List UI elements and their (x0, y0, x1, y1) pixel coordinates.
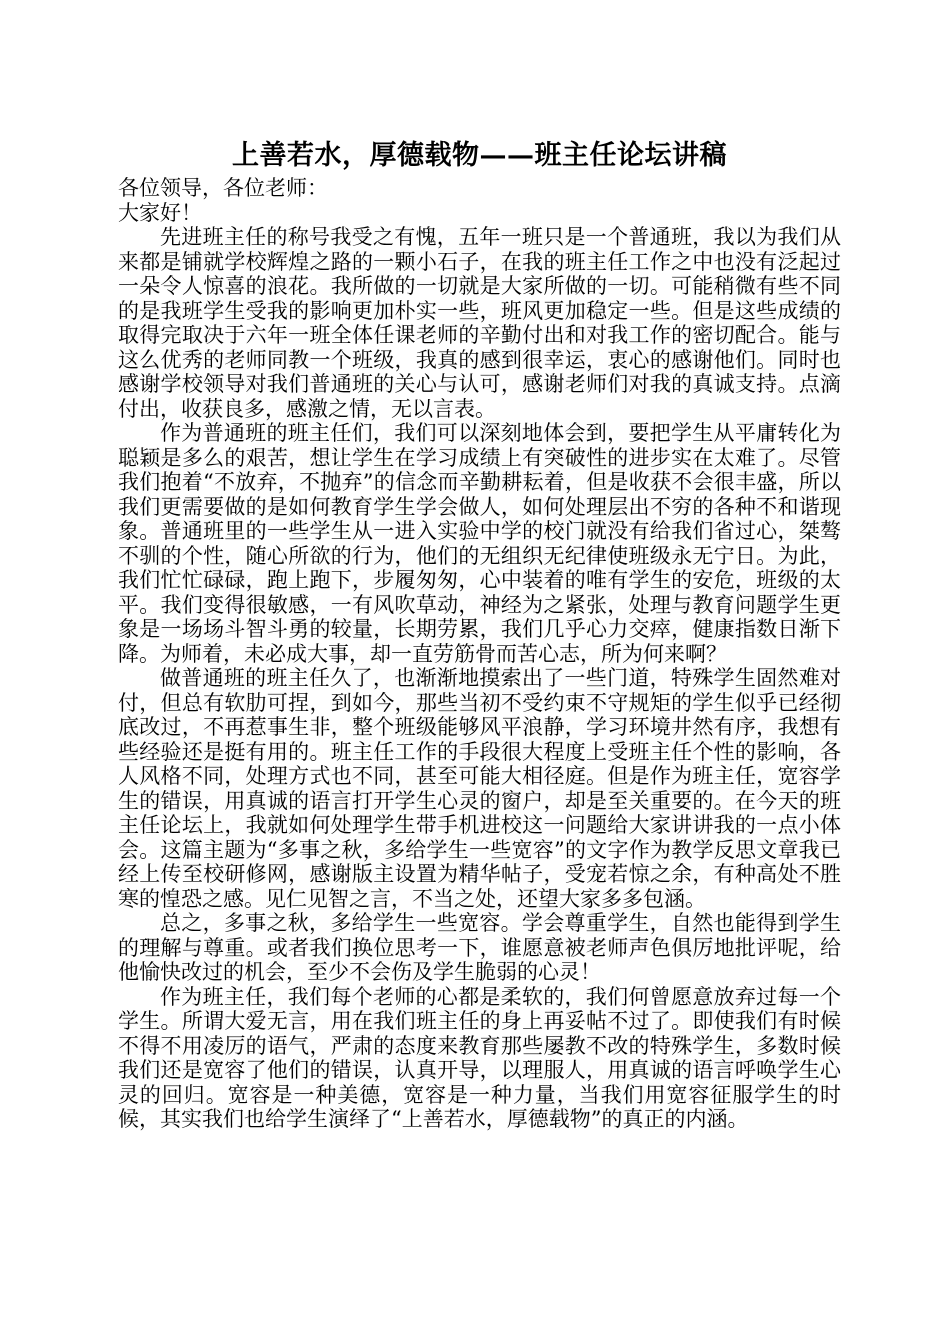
paragraph: 作为班主任，我们每个老师的心都是柔软的，我们何曾愿意放弃过每一个学生。所谓大爱无言，用在我们班主任的身上再妥帖不过了。即使我们有时候不得不用凌厉的语气，严肃的态度来教育那些屡教不改的特殊学生，多数时候我们还是宽容了他们的错误，认真开导，以理服人，用真诚的语言呼唤学生心灵的回归。宽容是一种美德，宽容是一种力量，当我们用宽容征服学生的时候，其实我们也给学生演绎了“上善若水，厚德载物”的真正的内涵。 (118, 984, 841, 1131)
salutation: 各位领导，各位老师： (118, 176, 328, 200)
greeting: 大家好！ (118, 200, 202, 225)
paragraph: 总之，多事之秋，多给学生一些宽容。学会尊重学生，自然也能得到学生的理解与尊重。或者我们换位思考一下，谁愿意被老师声色俱厉地批评呢，给他愉快改过的机会，至少不会伤及学生脆弱的心灵！ (118, 911, 841, 984)
document-title: 上善若水，厚德载物——班主任论坛讲稿 (232, 140, 727, 171)
paragraph: 做普通班的班主任久了，也渐渐地摸索出了一些门道，特殊学生固然难对付，但总有软肋可捏，到如今，那些当初不受约束不守规矩的学生似乎已经彻底改过，不再惹事生非，整个班级能够风平浪静，学习环境井然有序，我想有些经验还是挺有用的。班主任工作的手段很大程度上受班主任个性的影响，各人风格不同，处理方式也不同，甚至可能大相径庭。但是作为班主任，宽容学生的错误，用真诚的语言打开学生心灵的窗户，却是至关重要的。在今天的班主任论坛上，我就如何处理学生带手机进校这一问题给大家讲讲我的一点小体会。这篇主题为“多事之秋，多给学生一些宽容”的文字作为教学反思文章我已经上传至校研修网，感谢版主设置为精华帖子，受宠若惊之余，有种高处不胜寒的惶恐之感。见仁见智之言，不当之处，还望大家多多包涵。 (118, 666, 841, 911)
paragraph: 作为普通班的班主任们，我们可以深刻地体会到，要把学生从平庸转化为聪颖是多么的艰苦，想让学生在学习成绩上有突破性的进步实在太难了。尽管我们抱着“不放弃，不抛弃”的信念而辛勤耕耘着，但是收获不会很丰盛，所以我们更需要做的是如何教育学生学会做人，如何处理层出不穷的各种不和谐现象。普通班里的一些学生从一进入实验中学的校门就没有给我们省过心，桀骜不驯的个性，随心所欲的行为，他们的无组织无纪律使班级永无宁日。为此，我们忙忙碌碌，跑上跑下，步履匆匆，心中装着的唯有学生的安危，班级的太平。我们变得很敏感，一有风吹草动，神经为之紧张，处理与教育问题学生更象是一场场斗智斗勇的较量，长期劳累，我们几乎心力交瘁，健康指数日渐下降。为师着，未必成大事，却一直劳筋骨而苦心志，所为何来啊？ (118, 421, 841, 666)
paragraph: 先进班主任的称号我受之有愧，五年一班只是一个普通班，我以为我们从来都是铺就学校辉煌之路的一颗小石子，在我的班主任工作之中也没有泛起过一朵令人惊喜的浪花。我所做的一切就是大家所做的一切。可能稍微有些不同的是我班学生受我的影响更加朴实一些，班风更加稳定一些。但是这些成绩的取得完取决于六年一班全体任课老师的辛勤付出和对我工作的密切配合。能与这么优秀的老师同教一个班级，我真的感到很幸运，衷心的感谢他们。同时也感谢学校领导对我们普通班的关心与认可，感谢老师们对我的真诚支持。点滴付出，收获良多，感激之情，无以言表。 (118, 225, 841, 421)
document-page (118, 138, 841, 1132)
